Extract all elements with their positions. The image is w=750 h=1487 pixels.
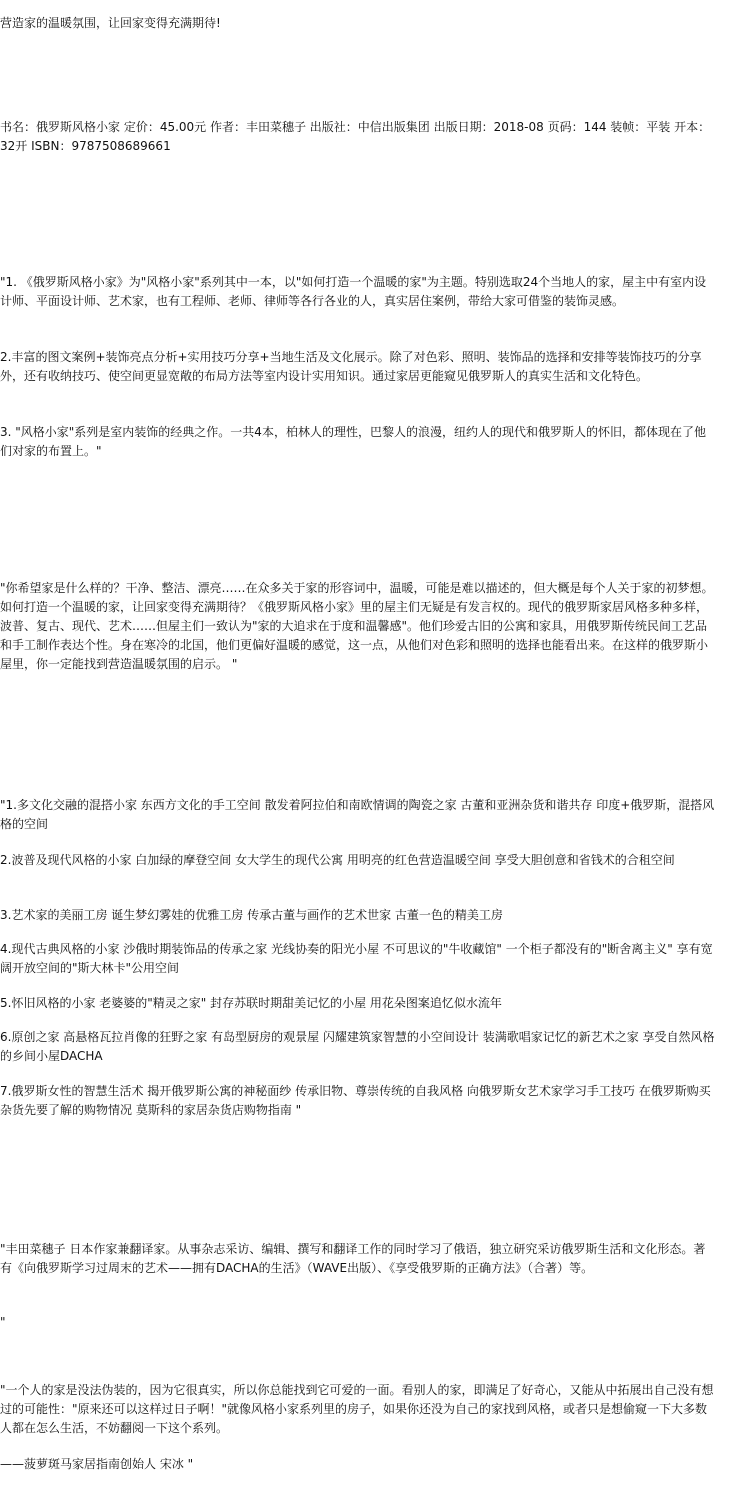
contents-7: 7.俄罗斯女性的智慧生活术 揭开俄罗斯公寓的神秘面纱 传承旧物、尊崇传统的自我风格 向俄罗斯女艺术家学习手工技巧 在俄罗斯购买杂货先要了解的购物情况 莫斯科的家居杂货店购物指南 " bbox=[0, 1084, 711, 1117]
contents-6: 6.原创之家 高悬格瓦拉肖像的狂野之家 有岛型厨房的观景屋 闪耀建筑家智慧的小空间设计 装满歌唱家记忆的新艺术之家 享受自然风格的乡间小屋DACHA bbox=[0, 1030, 715, 1063]
review-text: "一个人的家是没法伪装的，因为它很真实，所以你总能找到它可爱的一面。看别人的家，即满足了好奇心，又能从中拓展出自己没有想过的可能性："原来还可以这样过日子啊！"就像风格小家系列里的房子，如果你还没为自己的家找到风格，或者只是想偷窥一下大多数人都在怎么生活，不妨翻阅一下这个系列。 bbox=[0, 1383, 714, 1435]
contents-1: "1.多文化交融的混搭小家 东西方文化的手工空间 散发着阿拉伯和南欧情调的陶瓷之家 古董和亚洲杂货和谐共存 印度+俄罗斯，混搭风格的空间 bbox=[0, 798, 715, 831]
contents-4: 4.现代古典风格的小家 沙俄时期装饰品的传承之家 光线协奏的阳光小屋 不可思议的"牛收藏馆" 一个柜子都没有的"断舍离主义" 享有宽阔开放空间的"斯大林卡"公用空间 bbox=[0, 942, 713, 975]
feature-1: "1. 《俄罗斯风格小家》为"风格小家"系列其中一本，以"如何打造一个温暖的家"为主题。特别选取24个当地人的家，屋主中有室内设计师、平面设计师、艺术家，也有工程师、老师、律师等各行各业的人，真实居住案例，带给大家可借鉴的装饰灵感。 bbox=[0, 275, 707, 308]
book-info: 书名：俄罗斯风格小家 定价：45.00元 作者：丰田菜穗子 出版社：中信出版集团 出版日期：2018-08 页码：144 装帧：平装 开本：32开 ISBN：9787508689661 bbox=[0, 120, 711, 153]
intro-text: "你希望家是什么样的？干净、整洁、漂亮……在众多关于家的形容词中，温暖，可能是难以描述的，但大概是每个人关于家的初梦想。 如何打造一个温暖的家，让回家变得充满期待？《俄罗斯风格小家》里的屋主们无疑是有发言权的。现代的俄罗斯家居风格多种多样，波普、复古、现代、艺术……但屋主们一致认为"家的大追求在于度和温馨感"。他们珍爱古旧的公寓和家具，用俄罗斯传统民间工艺品和手工制作表达个性。身在寒冷的北国，他们更偏好温暖的感觉，这一点，从他们对色彩和照明的选择也能看出来。在这样的俄罗斯小屋里，你一定能找到营造温暖氛围的启示。 " bbox=[0, 581, 714, 671]
author-bio-close: " bbox=[0, 1315, 6, 1329]
contents-3: 3.艺术家的美丽工房 诞生梦幻雾娃的优雅工房 传承古董与画作的艺术世家 古董一色的精美工房 bbox=[0, 908, 503, 922]
feature-2: 2.丰富的图文案例+装饰亮点分析+实用技巧分享+当地生活及文化展示。除了对色彩、照明、装饰品的选择和安排等装饰技巧的分享外，还有收纳技巧、使空间更显宽敞的布局方法等室内设计实用知识。通过家居更能窥见俄罗斯人的真实生活和文化特色。 bbox=[0, 350, 702, 383]
feature-3: 3. "风格小家"系列是室内装饰的经典之作。一共4本，柏林人的理性，巴黎人的浪漫，纽约人的现代和俄罗斯人的怀旧，都体现在了他们对家的布置上。" bbox=[0, 425, 706, 458]
contents-5: 5.怀旧风格的小家 老婆婆的"精灵之家" 封存苏联时期甜美记忆的小屋 用花朵图案追忆似水流年 bbox=[0, 996, 502, 1010]
author-bio: "丰田菜穗子 日本作家兼翻译家。从事杂志采访、编辑、撰写和翻译工作的同时学习了俄语，独立研究采访俄罗斯生活和文化形态。著有《向俄罗斯学习过周末的艺术——拥有DACHA的生活》（WAVE出版）、《享受俄罗斯的正确方法》（合著）等。 bbox=[0, 1242, 706, 1275]
contents-2: 2.波普及现代风格的小家 白加绿的摩登空间 女大学生的现代公寓 用明亮的红色营造温暖空间 享受大胆创意和省钱术的合租空间 bbox=[0, 853, 675, 867]
review-signature: ——菠萝斑马家居指南创始人 宋冰 " bbox=[0, 1457, 194, 1471]
headline: 营造家的温暖氛围，让回家变得充满期待! bbox=[0, 16, 221, 30]
